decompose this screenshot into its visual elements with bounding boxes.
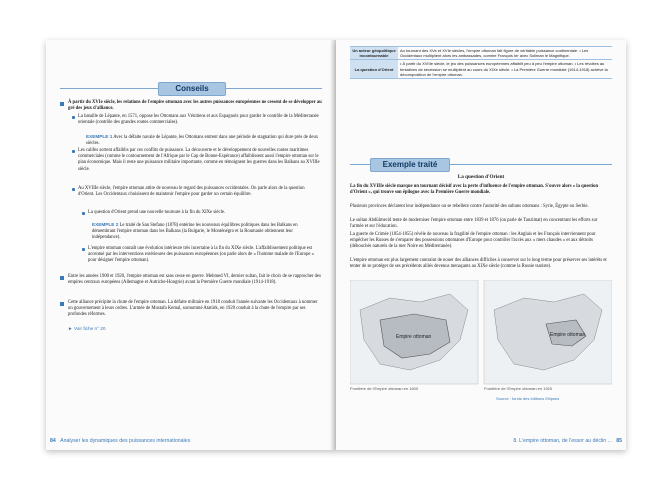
running-title: Analyser les dynamiques des puissances internationales [60,438,191,444]
xviiie-text: Au XVIIIe siècle, l'empire ottoman attire de nouveau le regard des puissances occidentales. On parle alors de la question d'Orient. Les Occidentaux choisissent de maintenir l'empire pour garder un certain équilibre. [78,186,305,198]
map-caption-left: Frontière de l'Empire ottoman en 1600 [350,386,419,391]
table-row [350,47,612,60]
right-footer [482,438,622,444]
example-text: Le traité de San Stefano (1878) entérine les nouveaux équilibres politiques dans les Balkans en démembrant l'empire ottoman dans les Balkans (la Bulgarie, le Monténégro et la Roumanie obtiennent leur indépendance). [92,223,298,241]
sub-bullet-icon [82,248,85,251]
paragraph: L'empire ottoman est plus largement contraint de nouer des alliances difficiles à conserver sur le long terme pour préserver ses intérêts et tenter de se protéger de ses précédents alliés devenus menaçants au XIXe siècle (comme la Russie tsariste). [350,258,607,270]
example-text: Avec la défaite navale de Lépante, les Ottomans entrent dans une période de stagnation qui dure près de deux siècles. [86,135,319,147]
example-2 [92,222,322,242]
lepante-text: La bataille de Lépante, en 1571, oppose les Ottomans aux Vénitiens et aux Espagnols pour garder le contrôle de la Méditerranée orientale (contrôle des grandes routes commerciales). [78,114,319,126]
intro-text: À partir du XVIe siècle, les relations de l'empire ottoman avec les autres puissances européennes ne cessent de se développer au gré des jeux d'alliance. [68,100,322,112]
califes-text: Les califes sortent affaiblis par ces conflits de puissance. La découverte et le développement de nouvelles routes maritimes commerciales (comme le contournement de l'Afrique par le Cap de Bonne-Espérance) affaiblissent aussi l'empire ottoman sur le plan économique. Mais il reste une puissance militaire importante, comme en témoignent les guerres dans les Balkans au XVIIIe siècle. [78,148,320,172]
example-1 [86,134,322,147]
conseils-title: Conseils [158,82,226,96]
sub-bullet-icon [72,150,75,153]
left-footer [50,438,330,444]
table-term: La question d'Orient [350,60,398,79]
maps-figure [350,280,612,392]
section-subtitle: La question d'Orient [457,174,505,180]
table-text: Au tournant des XVe et XVIe siècles, l'empire ottoman fait figure de véritable puissance continentale. • Les Occidentaux multiplient alors les ambassades, comme François Ier avec Soliman le Magnifique. [398,47,612,60]
bullet-icon [60,302,64,306]
sub-bullet-icon [72,188,75,191]
evolution-text: L'empire ottoman connaît une évolution intérieure très incertaine à la fin du XIXe siècle. L'affaiblissement politique est accentué par les interventions extérieures des puissances européennes (on parle alors de « l'homme malade de l'Europe » pour désigner l'empire ottoman). [88,246,314,264]
table-term: Un acteur géopolitique incontournable [350,47,398,60]
question-orient-text: La question d'Orient prend une nouvelle tournure à la fin du XIXe siècle. [88,210,226,215]
table-row [350,60,612,79]
paragraph: La guerre de Crimée (1854-1855) révèle de nouveau la fragilité de l'empire ottoman : les Anglais et les Français interviennent pour empêcher les Russes de s'emparer des possessions ottomanes d'Europe pour contrôler l'accès aux « mers chaudes » et aux détroits (débouchés naturels de la mer Noire en Méditerranée). [350,232,596,250]
map-right-label: Empire ottoman [550,332,586,338]
map-source: Source : fonds des éditions Ellipses [496,396,560,401]
left-page [46,40,336,450]
sub-bullet-icon [82,212,85,215]
map-caption-right: Frontière de l'Empire ottoman en 1920 [484,386,553,391]
running-title: 8. L'empire ottoman, de l'essor au déclin ... [513,438,612,444]
page-number: 85 [616,438,622,444]
map-left-label: Empire ottoman [396,334,432,340]
sub-bullet-icon [72,116,75,119]
table-text: • À partir du XVIIIe siècle, le jeu des puissances européennes affaiblit peu à peu l'empire ottoman. • Les révoltes au tentatives de sécession se multiplient au cours du XIXe siècle. • La Première Guerre mondiale (1914-1918) achève la décomposition de l'empire ottoman. [398,60,612,79]
example-label: EXEMPLE 2 [92,222,119,227]
bullet-icon [60,102,64,106]
right-page [336,40,626,450]
chute-text: Cette alliance précipite la chute de l'empire ottoman. La défaite militaire en 1918 conduit l'année suivante les Occidentaux à nommer un gouvernement à leurs ordres. L'armée de Mustafa Kemal, surnommé Atatürk, en 1920 conduit à la chute de l'empire par ses profondes réformes. [68,300,318,318]
paragraph: Le sultan Abdülmecid tente de moderniser l'empire ottoman entre 1839 et 1876 (on parle de Tanzimat) en concentrant les efforts sur l'armée et sur l'éducation. [350,218,598,230]
example-label: EXEMPLE 1 [86,134,113,139]
definition-table [350,46,612,79]
bullet-icon [60,276,64,280]
page-number: 84 [50,438,56,444]
intro-text: La fin du XVIIIe siècle marque un tournant décisif avec la perte d'influence de l'empire ottoman. S'ouvre alors « la question d'Orient », qui trouve son épilogue avec la Première Guerre mondiale. [350,184,599,196]
paragraph: Plusieurs provinces déclarent leur indépendance ou se rebellent contre l'autorité des sultans ottomans : Syrie, Égypte ou Serbie. [350,204,589,209]
guerre-text: Entre les années 1900 et 1920, l'empire ottoman est sans cesse en guerre. Mehmed VI, dernier sultan, fait le choix de se rapprocher des empires centraux européens (Allemagne et Autriche-Hongrie) avant la Première Guerre mondiale (1914-1918). [68,274,321,286]
see-also-link[interactable]: ► Voir fiche n° 20 [68,326,106,331]
exemple-traite-title: Exemple traité [370,158,450,172]
